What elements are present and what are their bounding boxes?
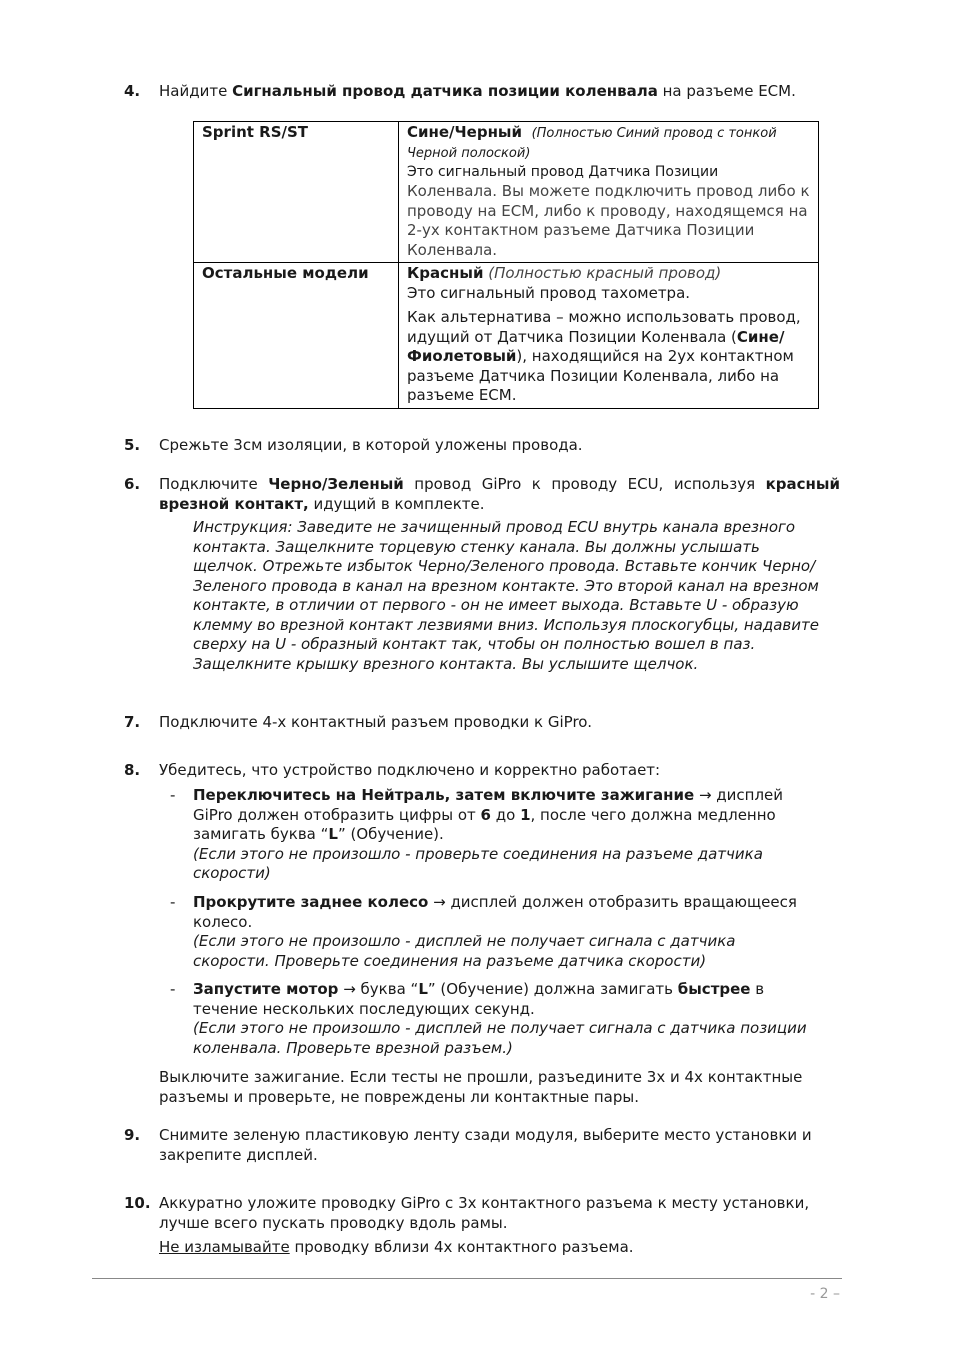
footer-divider bbox=[92, 1278, 842, 1279]
step-number: 6. bbox=[124, 475, 141, 493]
instruction-text: Инструкция: Заведите не зачищенный провод ECU внутрь канала врезного контакта. Защелкните торцевую стенку канала. Вы должны услышать щелчок. Отрежьте избыток Черно/Зеленого провода. Вставьте кончик Черно/Зеленого провода в канал на врезном контакте. Это второй канал на врезном контакте, в отличии от первого - он не имеет выхода. Вставьте U - образую клемму во врезной контакт лезвиями вниз. Используя плоскогубцы, надавите сверху на U - образный контакт так, чтобы он полностью вошел в паз. Защелкните крышку врезного контакта. Вы услышите щелчок. bbox=[193, 518, 819, 673]
check-item: Переключитесь на Нейтраль, затем включите зажигание → дисплей GiPro должен отобразить цифры от 6 до 1, после чего должна медленно замигать буква “L” (Обучение). (Если этого не произошло - проверьте соединения на разъеме датчика скорости) bbox=[193, 786, 784, 882]
step-6-text: Подключите Черно/Зеленый провод GiPro к проводу ECU, используя красный врезной контакт, идущий в комплекте. bbox=[159, 475, 840, 513]
model-cell: Sprint RS/ST bbox=[194, 122, 399, 263]
wire-cell: Красный (Полностью красный провод) Это сигнальный провод тахометра. Как альтернатива – можно использовать провод, идущий от Датчика Позиции Коленвала (Сине/Фиолетовый), находящийся на 2ух контактном разъеме Датчика Позиции Коленвала, либо на разъеме ECM. bbox=[399, 263, 819, 409]
step-number: 9. bbox=[124, 1126, 141, 1144]
check-item: Прокрутите заднее колесо → дисплей должен отобразить вращающееся колесо. (Если этого не произошло - дисплей не получает сигнала с датчика скорости. Проверьте соединения на разъеме датчика скорости) bbox=[193, 893, 797, 970]
step-4-text: Найдите Сигнальный провод датчика позиции коленвала на разъеме ECM. bbox=[159, 82, 796, 100]
wire-cell: Сине/Черный (Полностью Синий провод с тонкой Черной полоской) Это сигнальный провод Датчика Позиции Коленвала. Вы можете подключить провод либо к проводу на ECM, либо к проводу, находящемся на 2-ух контактном разъеме Датчика Позиции Коленвала. bbox=[399, 122, 819, 263]
step-8-after-text: Выключите зажигание. Если тесты не прошли, разъедините 3х и 4х контактные разъемы и проверьте, не повреждены ли контактные пары. bbox=[159, 1068, 803, 1106]
step-number: 4. bbox=[124, 82, 141, 100]
arrow-icon: → bbox=[698, 786, 712, 804]
list-bullet: - bbox=[170, 893, 176, 911]
step-number: 5. bbox=[124, 436, 141, 454]
list-bullet: - bbox=[170, 786, 176, 804]
model-cell: Остальные модели bbox=[194, 263, 399, 409]
step-10-text: Аккуратно уложите проводку GiPro с 3х контактного разъема к месту установки, лучше всего пускать проводку вдоль рамы. bbox=[159, 1194, 810, 1232]
check-item: Запустите мотор → буква “L” (Обучение) должна замигать быстрее в течение нескольких последующих секунд. (Если этого не произошло - дисплей не получает сигнала с датчика позиции коленвала. Проверьте врезной разъем.) bbox=[193, 980, 807, 1057]
arrow-icon: → bbox=[433, 893, 446, 911]
table-row bbox=[194, 122, 819, 263]
step-number: 7. bbox=[124, 713, 141, 731]
step-number: 8. bbox=[124, 761, 141, 779]
step-8-text: Убедитесь, что устройство подключено и корректно работает: bbox=[159, 761, 661, 779]
arrow-icon: → bbox=[343, 980, 356, 998]
step-number: 10. bbox=[124, 1194, 151, 1212]
step-10-warning: Не изламывайте проводку вблизи 4х контактного разъема. bbox=[159, 1238, 634, 1256]
table-row bbox=[194, 263, 819, 409]
page-number: - 2 – bbox=[810, 1286, 840, 1302]
step-9-text: Снимите зеленую пластиковую ленту сзади модуля, выберите место установки и закрепите дисплей. bbox=[159, 1126, 812, 1164]
list-bullet: - bbox=[170, 980, 176, 998]
models-table bbox=[193, 121, 819, 409]
step-5-text: Срежьте 3см изоляции, в которой уложены провода. bbox=[159, 436, 583, 454]
step-7-text: Подключите 4-х контактный разъем проводки к GiPro. bbox=[159, 713, 592, 731]
